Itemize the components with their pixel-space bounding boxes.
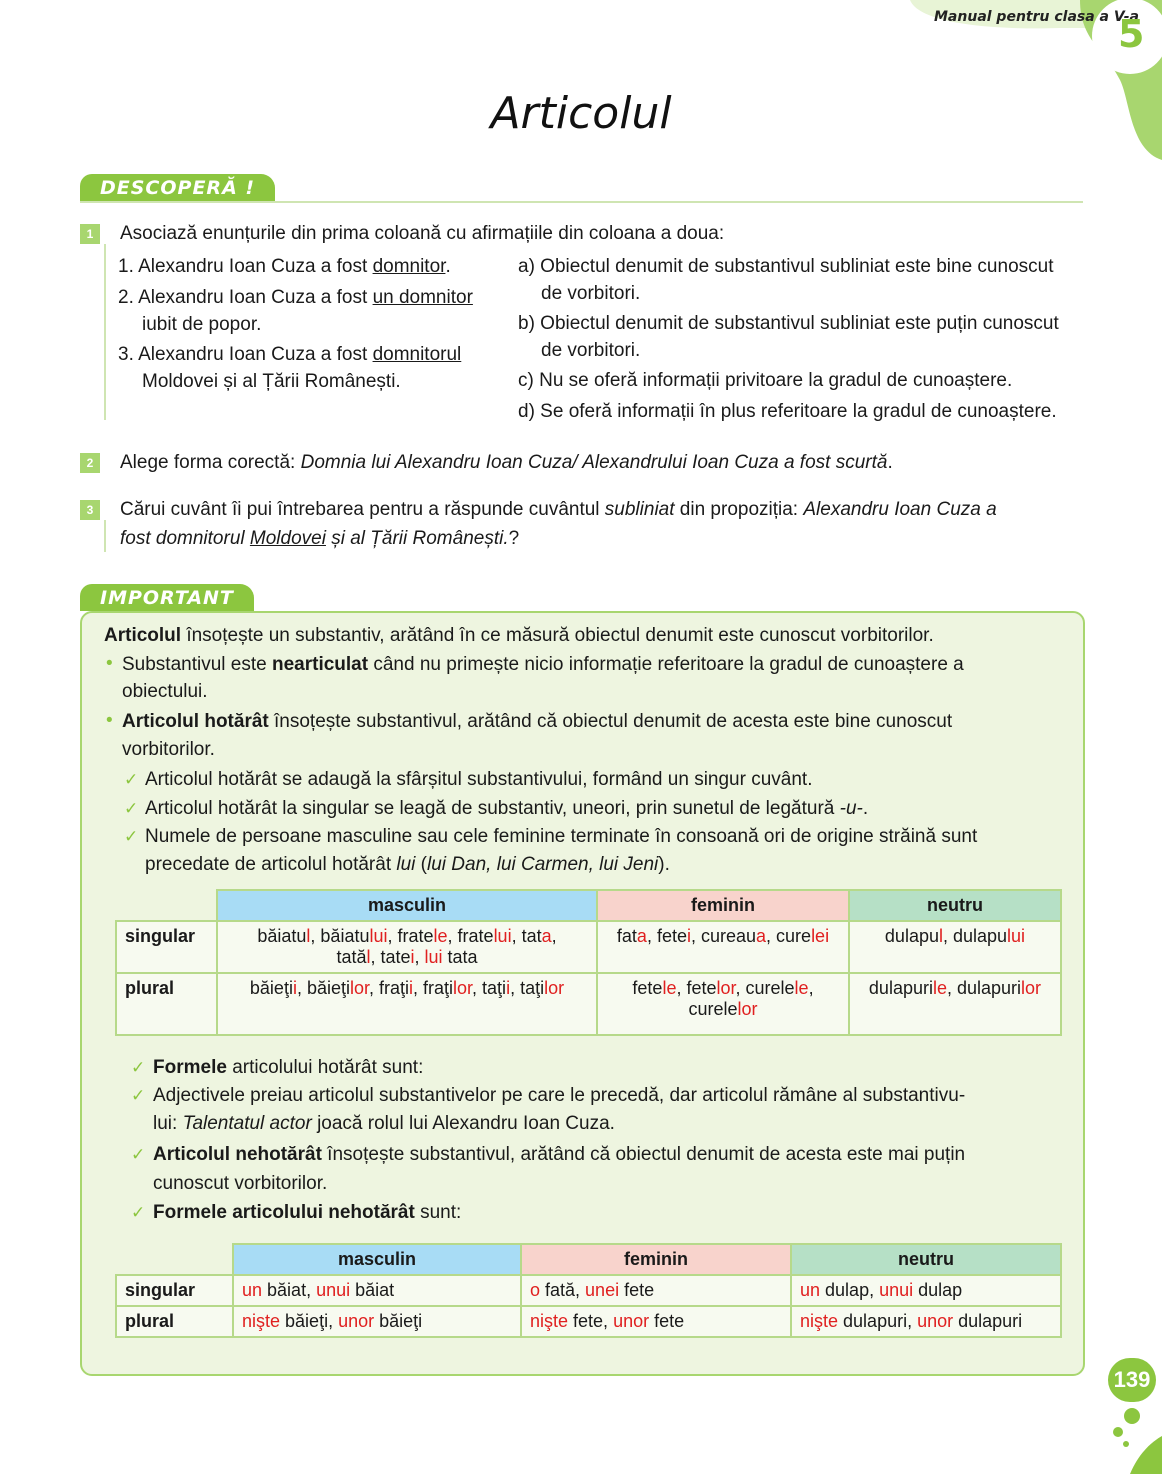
exercise1-option-b: b) Obiectul denumit de substantivul subliniat este puțin cunoscut bbox=[518, 313, 1059, 334]
bullet-icon: • bbox=[106, 710, 113, 731]
chapter-number: 5 bbox=[1118, 12, 1145, 56]
section-important-tag: IMPORTANT bbox=[80, 584, 254, 611]
exercise2-prompt: Alege forma corectă: Domnia lui Alexandru Ioan Cuza/ Alexandrului Ioan Cuza a fost scurtă. bbox=[120, 452, 893, 473]
divider bbox=[80, 201, 1083, 203]
check-icon: ✓ bbox=[131, 1145, 146, 1164]
table-cell: o fată, unei fete bbox=[521, 1275, 791, 1306]
table-corner bbox=[116, 890, 217, 921]
table-cell: fetele, fetelor, curelele, curelelor bbox=[597, 973, 849, 1035]
row-header-singular: singular bbox=[116, 921, 217, 973]
section-discover-tag: DESCOPERĂ ! bbox=[80, 174, 275, 201]
column-header-neutru: neutru bbox=[791, 1244, 1061, 1275]
definite-article-table bbox=[115, 889, 1062, 1036]
exercise1-sentence-1: 1. Alexandru Ioan Cuza a fost domnitor. bbox=[118, 256, 451, 277]
important-indefinite-cont: cunoscut vorbitorilor. bbox=[153, 1173, 328, 1194]
decorative-dots bbox=[1100, 1400, 1162, 1474]
check-icon: ✓ bbox=[124, 827, 139, 846]
important-bullet-1-cont: obiectului. bbox=[122, 681, 208, 702]
important-forms-indefinite: Formele articolului nehotărât sunt: bbox=[153, 1202, 462, 1223]
important-bullet-2: Articolul hotărât însoțește substantivul, arătând că obiectul denumit de acesta este bine cunoscut bbox=[122, 711, 953, 732]
table-cell: băiatul, băiatului, fratele, fratelui, tata, tatăl, tatei, lui tata bbox=[217, 921, 597, 973]
divider bbox=[104, 244, 106, 420]
important-bullet-1: Substantivul este nearticulat când nu primește nicio informație referitoare la gradul de cunoaștere a bbox=[122, 654, 964, 675]
page-title: Articolul bbox=[490, 88, 672, 139]
important-indefinite: Articolul nehotărât însoțește substantivul, arătând că obiectul denumit de acesta este mai puțin bbox=[153, 1144, 966, 1165]
table-cell: băieţii, băieţilor, fraţii, fraţilor, taţii, taţilor bbox=[217, 973, 597, 1035]
exercise3-prompt-cont: fost domnitorul Moldovei și al Țării Românești.? bbox=[120, 528, 520, 549]
exercise1-option-d: d) Se oferă informații în plus referitoare la gradul de cunoaștere. bbox=[518, 401, 1057, 422]
table-cell: nişte fete, unor fete bbox=[521, 1306, 791, 1337]
table-cell: dulapurile, dulapurilor bbox=[849, 973, 1061, 1035]
exercise1-sentence-3-cont: Moldovei și al Țării Românești. bbox=[142, 371, 401, 392]
exercise1-option-c: c) Nu se oferă informații privitoare la gradul de cunoaștere. bbox=[518, 370, 1013, 391]
page-number: 139 bbox=[1108, 1358, 1156, 1402]
check-icon: ✓ bbox=[131, 1058, 146, 1077]
table-cell: un dulap, unui dulap bbox=[791, 1275, 1061, 1306]
exercise1-option-a-cont: de vorbitori. bbox=[541, 283, 641, 304]
important-definition: Articolul însoțește un substantiv, arătând în ce măsură obiectul denumit este cunoscut vorbitorilor. bbox=[104, 625, 934, 646]
row-header-plural: plural bbox=[116, 973, 217, 1035]
exercise-number: 3 bbox=[80, 500, 100, 520]
important-check-3: Numele de persoane masculine sau cele feminine terminate în consoană ori de origine străină sunt bbox=[145, 826, 978, 847]
exercise1-option-b-cont: de vorbitori. bbox=[541, 340, 641, 361]
check-icon: ✓ bbox=[124, 799, 139, 818]
exercise1-sentence-2-cont: iubit de popor. bbox=[142, 314, 262, 335]
table-cell: un băiat, unui băiat bbox=[233, 1275, 521, 1306]
important-forms-definite: Formele articolului hotărât sunt: bbox=[153, 1057, 424, 1078]
table-cell: dulapul, dulapului bbox=[849, 921, 1061, 973]
column-header-feminin: feminin bbox=[521, 1244, 791, 1275]
row-header-plural: plural bbox=[116, 1306, 233, 1337]
exercise1-option-a: a) Obiectul denumit de substantivul subliniat este bine cunoscut bbox=[518, 256, 1054, 277]
important-adjectives: Adjectivele preiau articolul substantivelor pe care le precedă, dar articolul rămâne al substantivu- bbox=[153, 1085, 966, 1106]
table-cell: nişte dulapuri, unor dulapuri bbox=[791, 1306, 1061, 1337]
column-header-neutru: neutru bbox=[849, 890, 1061, 921]
manual-title: Manual pentru clasa a V-a bbox=[934, 9, 1139, 25]
exercise1-sentence-3: 3. Alexandru Ioan Cuza a fost domnitorul bbox=[118, 344, 462, 365]
check-icon: ✓ bbox=[131, 1086, 146, 1105]
table-corner bbox=[116, 1244, 233, 1275]
important-check-1: Articolul hotărât se adaugă la sfârșitul substantivului, formând un singur cuvânt. bbox=[145, 769, 813, 790]
important-check-2: Articolul hotărât la singular se leagă de substantiv, uneori, prin sunetul de legătură -u-. bbox=[145, 798, 869, 819]
check-icon: ✓ bbox=[124, 770, 139, 789]
column-header-feminin: feminin bbox=[597, 890, 849, 921]
table-cell: fata, fetei, cureaua, curelei bbox=[597, 921, 849, 973]
exercise-number: 2 bbox=[80, 453, 100, 473]
column-header-masculin: masculin bbox=[217, 890, 597, 921]
divider bbox=[104, 520, 106, 552]
exercise1-sentence-2: 2. Alexandru Ioan Cuza a fost un domnitor bbox=[118, 287, 473, 308]
column-header-masculin: masculin bbox=[233, 1244, 521, 1275]
important-bullet-2-cont: vorbitorilor. bbox=[122, 739, 215, 760]
row-header-singular: singular bbox=[116, 1275, 233, 1306]
check-icon: ✓ bbox=[131, 1203, 146, 1222]
important-check-3-cont: precedate de articolul hotărât lui (lui Dan, lui Carmen, lui Jeni). bbox=[145, 854, 670, 875]
indefinite-article-table bbox=[115, 1243, 1062, 1338]
bullet-icon: • bbox=[106, 653, 113, 674]
important-adjectives-cont: lui: Talentatul actor joacă rolul lui Alexandru Ioan Cuza. bbox=[153, 1113, 615, 1134]
table-cell: nişte băieţi, unor băieţi bbox=[233, 1306, 521, 1337]
exercise-number: 1 bbox=[80, 224, 100, 244]
exercise1-prompt: Asociază enunțurile din prima coloană cu afirmațiile din coloana a doua: bbox=[120, 223, 725, 244]
exercise3-prompt: Cărui cuvânt îi pui întrebarea pentru a răspunde cuvântul subliniat din propoziția: Alexandru Ioan Cuza a bbox=[120, 499, 997, 520]
